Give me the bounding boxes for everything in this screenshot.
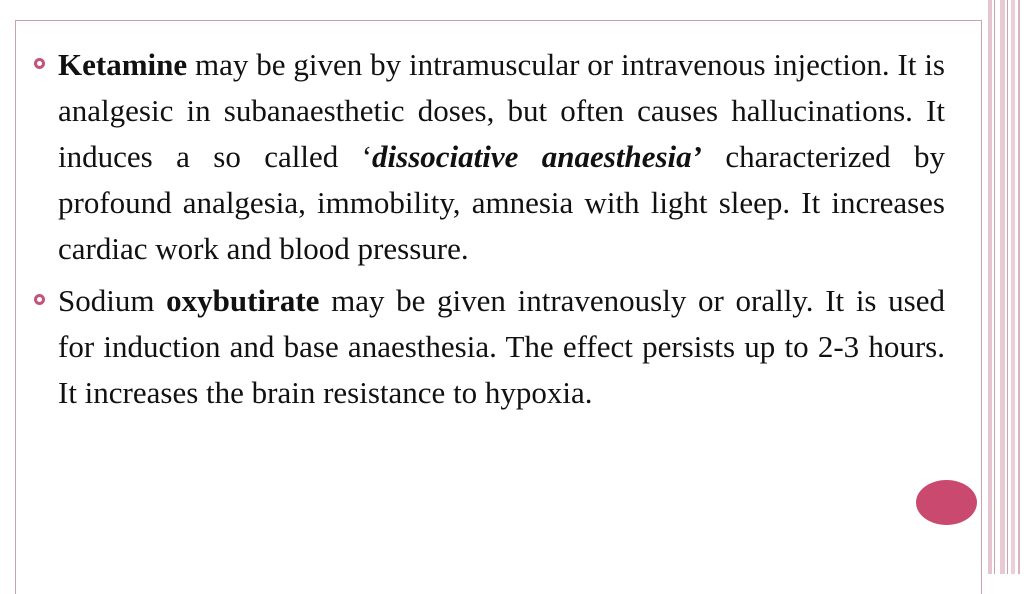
bullet-sodium-oxybutirate xyxy=(33,278,945,416)
term-oxybutirate: oxybutirate xyxy=(166,283,320,318)
quote-close: ’ xyxy=(691,139,702,174)
decorative-stripe xyxy=(1000,0,1005,574)
term-dissociative-anaesthesia: dissociative anaesthesia xyxy=(372,139,692,174)
slide-content xyxy=(33,42,945,422)
decorative-stripe xyxy=(988,0,992,574)
bullet-text: may be given intravenously or orally. It is used for induction and base anaesthesia. The effect persists up to 2-3 hours. It increases the brain resistance to hypoxia. xyxy=(58,283,945,410)
decorative-stripe xyxy=(1011,0,1015,574)
decorative-stripe xyxy=(1007,0,1008,574)
decorative-oval xyxy=(916,480,977,525)
bullet-text: characterized by profound analgesia, immobility, amnesia with light sleep. It increases cardiac work and blood pressure. xyxy=(58,139,946,266)
term-ketamine: Ketamine xyxy=(58,47,188,82)
quote-open: ‘ xyxy=(361,139,373,174)
bullet-text: Sodium xyxy=(58,283,167,318)
bullet-text: may be given by intramuscular or intravenous injection. It is analgesic in subanaesthetic doses, but often causes hallucinations. It induces a so called xyxy=(58,47,945,174)
decorative-stripe xyxy=(1018,0,1020,574)
bullet-ketamine xyxy=(33,42,945,272)
ring-bullet-icon xyxy=(34,294,45,305)
decorative-stripe xyxy=(994,0,995,574)
ring-bullet-icon xyxy=(34,58,45,69)
